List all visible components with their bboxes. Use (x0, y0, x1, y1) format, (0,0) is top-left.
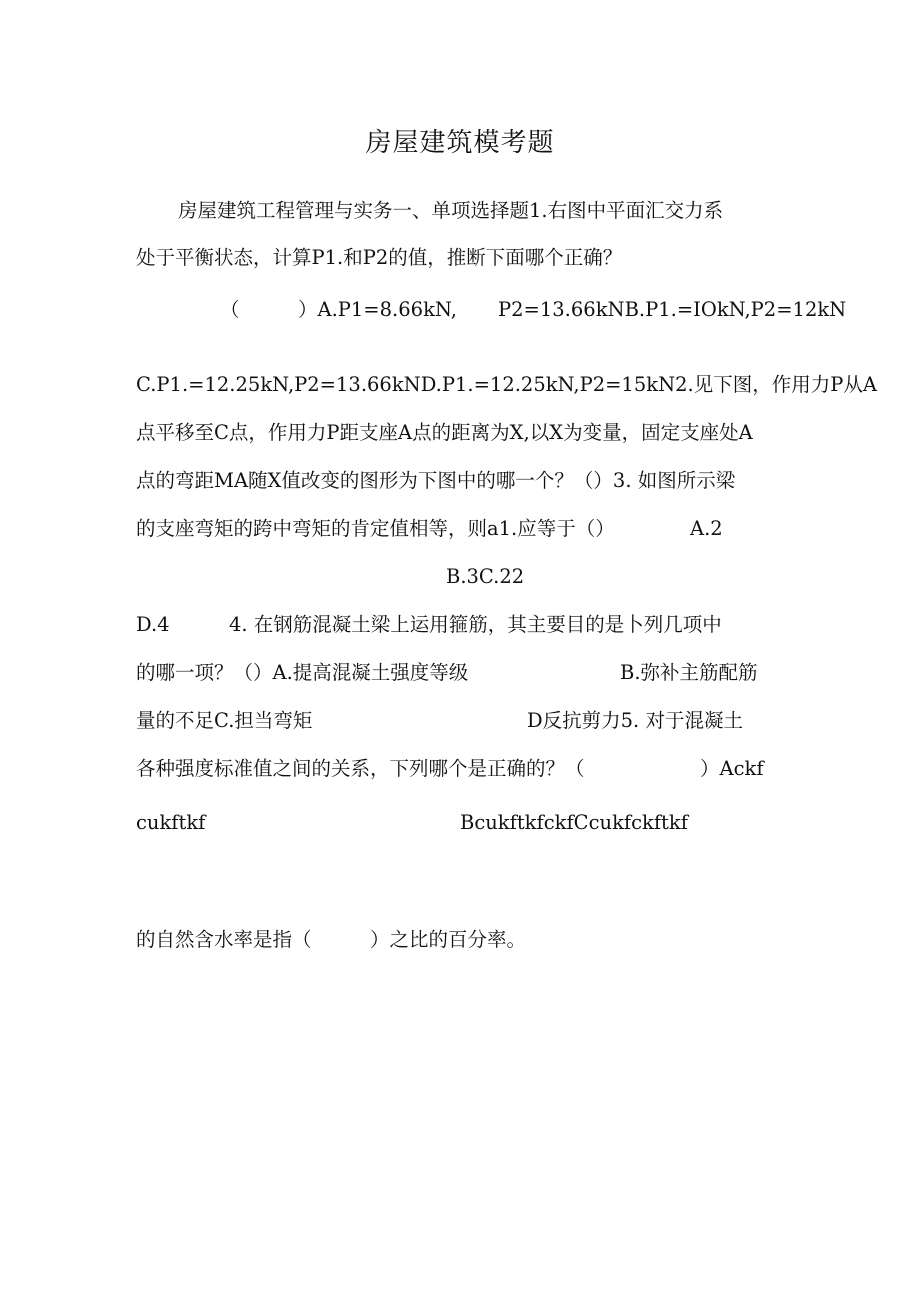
question-4-option-b: B.弥补主筋配筋 (620, 661, 758, 684)
question-3-text: 的支座弯矩的跨中弯矩的肯定值相等，则a1.应等于（） (136, 517, 615, 540)
question-4-text: 4. 在钢筋混凝土梁上运用箍筋，其主要目的是卜列几项中 (229, 613, 722, 636)
text-line-1: 房屋建筑工程管理与实务一、单项选择题1.右图中平面汇交力系 (178, 199, 724, 222)
text-line-4: C.P1.=12.25kN,P2=13.66kND.P1.=12.25kN,P2=15kN2.见下图，作用力P从A (136, 373, 877, 396)
answer-a-text: A.2 (690, 517, 723, 540)
text-line-8: B.3C.22 (446, 565, 525, 588)
question-5-text: 各种强度标准值之间的关系，下列哪个是正确的？（ (136, 757, 585, 780)
text-line-2: 处于平衡状态，计算P1.和P2的值，推断下面哪个正确？ (136, 246, 623, 269)
text-line-12 (0, 755, 920, 783)
question-5-option-a: ）Ackf (700, 757, 764, 780)
text-line-5: 点平移至C点，作用力P距支座A点的距离为X,以X为变量，固定支座处A (136, 421, 753, 444)
answer-d-text: D.4 (136, 613, 170, 636)
text-line-7 (0, 515, 920, 543)
text-line-9 (0, 611, 920, 639)
text-line-11 (0, 707, 920, 735)
text-line-6: 点的弯距MA随X值改变的图形为下图中的哪一个？（）3. 如图所示梁 (136, 469, 736, 492)
option-b-text: P2=13.66kNB.P1.=IOkN,P2=12kN (498, 298, 847, 321)
document-title: 房屋建筑模考题 (365, 128, 555, 158)
question-4-option-d: D反抗剪力5. 对于混凝土 (527, 709, 743, 732)
question-4-option-c: 量的不足C.担当弯矩 (136, 709, 313, 732)
text-line-14: 的自然含水率是指（ ）之比的百分率。 (136, 928, 527, 951)
question-4-option-a: 的哪一项？（）A.提高混凝土强度等级 (136, 661, 469, 684)
text-line-10 (0, 659, 920, 687)
option-a-text: （ ）A.P1=8.66kN, (220, 298, 457, 321)
text-line-3 (0, 296, 920, 324)
question-5-option-bc: BcukftkfckfCcukfckftkf (460, 811, 688, 834)
question-5-option-a-cont: cukftkf (136, 811, 206, 834)
text-line-13 (0, 809, 920, 837)
